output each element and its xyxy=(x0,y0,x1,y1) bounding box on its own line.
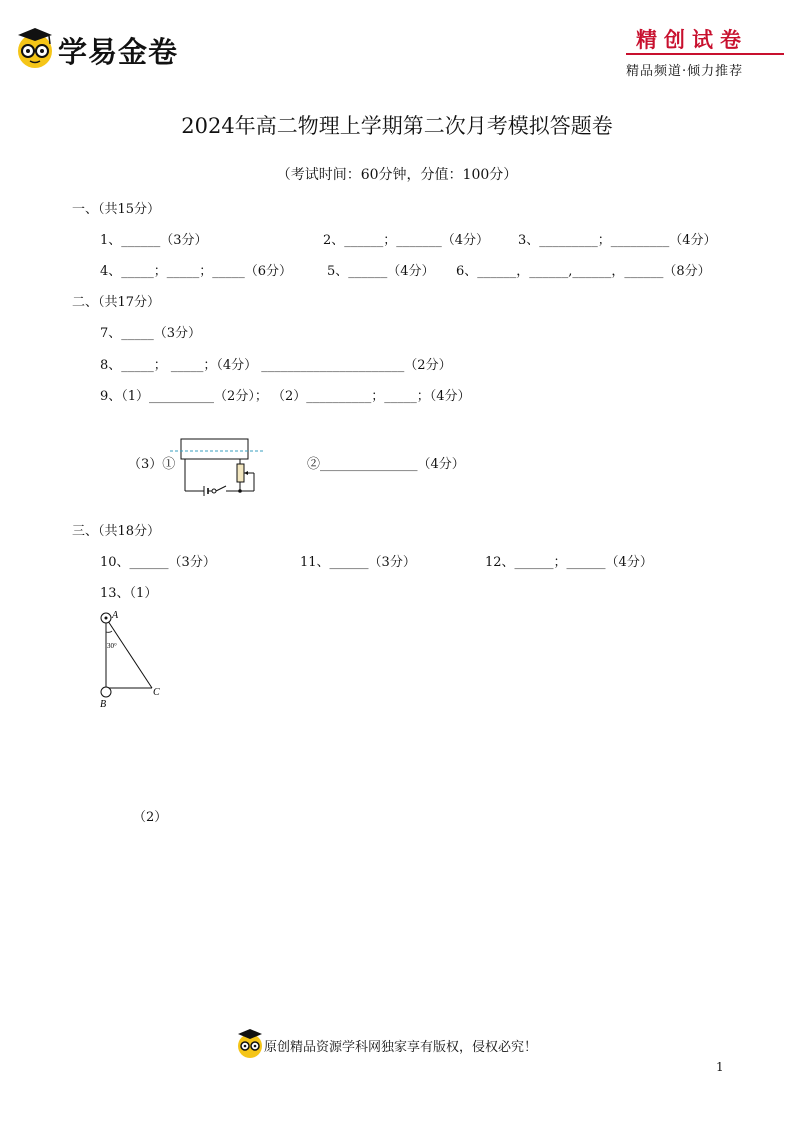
answer-line-q1: 1、______（3分） xyxy=(100,233,208,248)
answer-line-q4: 4、_____；_____；_____（6分） xyxy=(100,264,293,279)
page-number: 1 xyxy=(716,1060,724,1074)
angle-label: 30° xyxy=(107,642,117,650)
answer-line-q5: 5、______（4分） xyxy=(327,264,435,279)
page-title: 2024年高二物理上学期第二次月考模拟答题卷 xyxy=(181,114,613,138)
brand-subtitle: 精品频道·倾力推荐 xyxy=(626,64,744,79)
answer-line-q6: 6、______，______,______，______（8分） xyxy=(456,264,711,279)
answer-line-q13-2: （2） xyxy=(133,810,168,825)
vertex-label-c: C xyxy=(153,687,160,698)
answer-line-q7: 7、_____（3分） xyxy=(100,326,202,341)
exam-info: （考试时间：60分钟，分值：100分） xyxy=(276,167,518,183)
answer-line-q10: 10、______（3分） xyxy=(100,555,216,570)
answer-line-q9: 9、（1）__________（2分）； （2）__________；_____；（4分） xyxy=(100,389,471,404)
brand-divider xyxy=(626,53,784,55)
section-1-heading: 一、（共15分） xyxy=(72,202,161,217)
footer-mascot-icon xyxy=(236,1027,264,1059)
section-2-heading: 二、（共17分） xyxy=(72,295,161,310)
triangle-figure xyxy=(94,606,170,712)
answer-line-q13: 13、（1） xyxy=(100,586,158,601)
section-3-heading: 三、（共18分） xyxy=(72,524,161,539)
answer-line-q12: 12、______；______（4分） xyxy=(485,555,653,570)
answer-line-q9-3-part2: ②_______________（4分） xyxy=(307,457,465,472)
answer-line-q9-3-label: （3）① xyxy=(128,457,176,472)
answer-line-q11: 11、______（3分） xyxy=(300,555,416,570)
logo-text: 学易金卷 xyxy=(58,35,179,69)
vertex-label-a: A xyxy=(112,610,119,621)
answer-line-q2: 2、______；_______（4分） xyxy=(323,233,490,248)
footer-copyright: 原创精品资源学科网独家享有版权，侵权必究！ xyxy=(264,1040,538,1055)
circuit-diagram xyxy=(168,436,268,498)
answer-line-q8: 8、_____； _____；（4分） ______________________（2分） xyxy=(100,358,452,373)
logo-mascot-icon xyxy=(14,24,56,70)
answer-line-q3: 3、_________；_________（4分） xyxy=(518,233,717,248)
brand-title: 精创试卷 xyxy=(636,27,748,52)
vertex-label-b: B xyxy=(100,699,107,710)
